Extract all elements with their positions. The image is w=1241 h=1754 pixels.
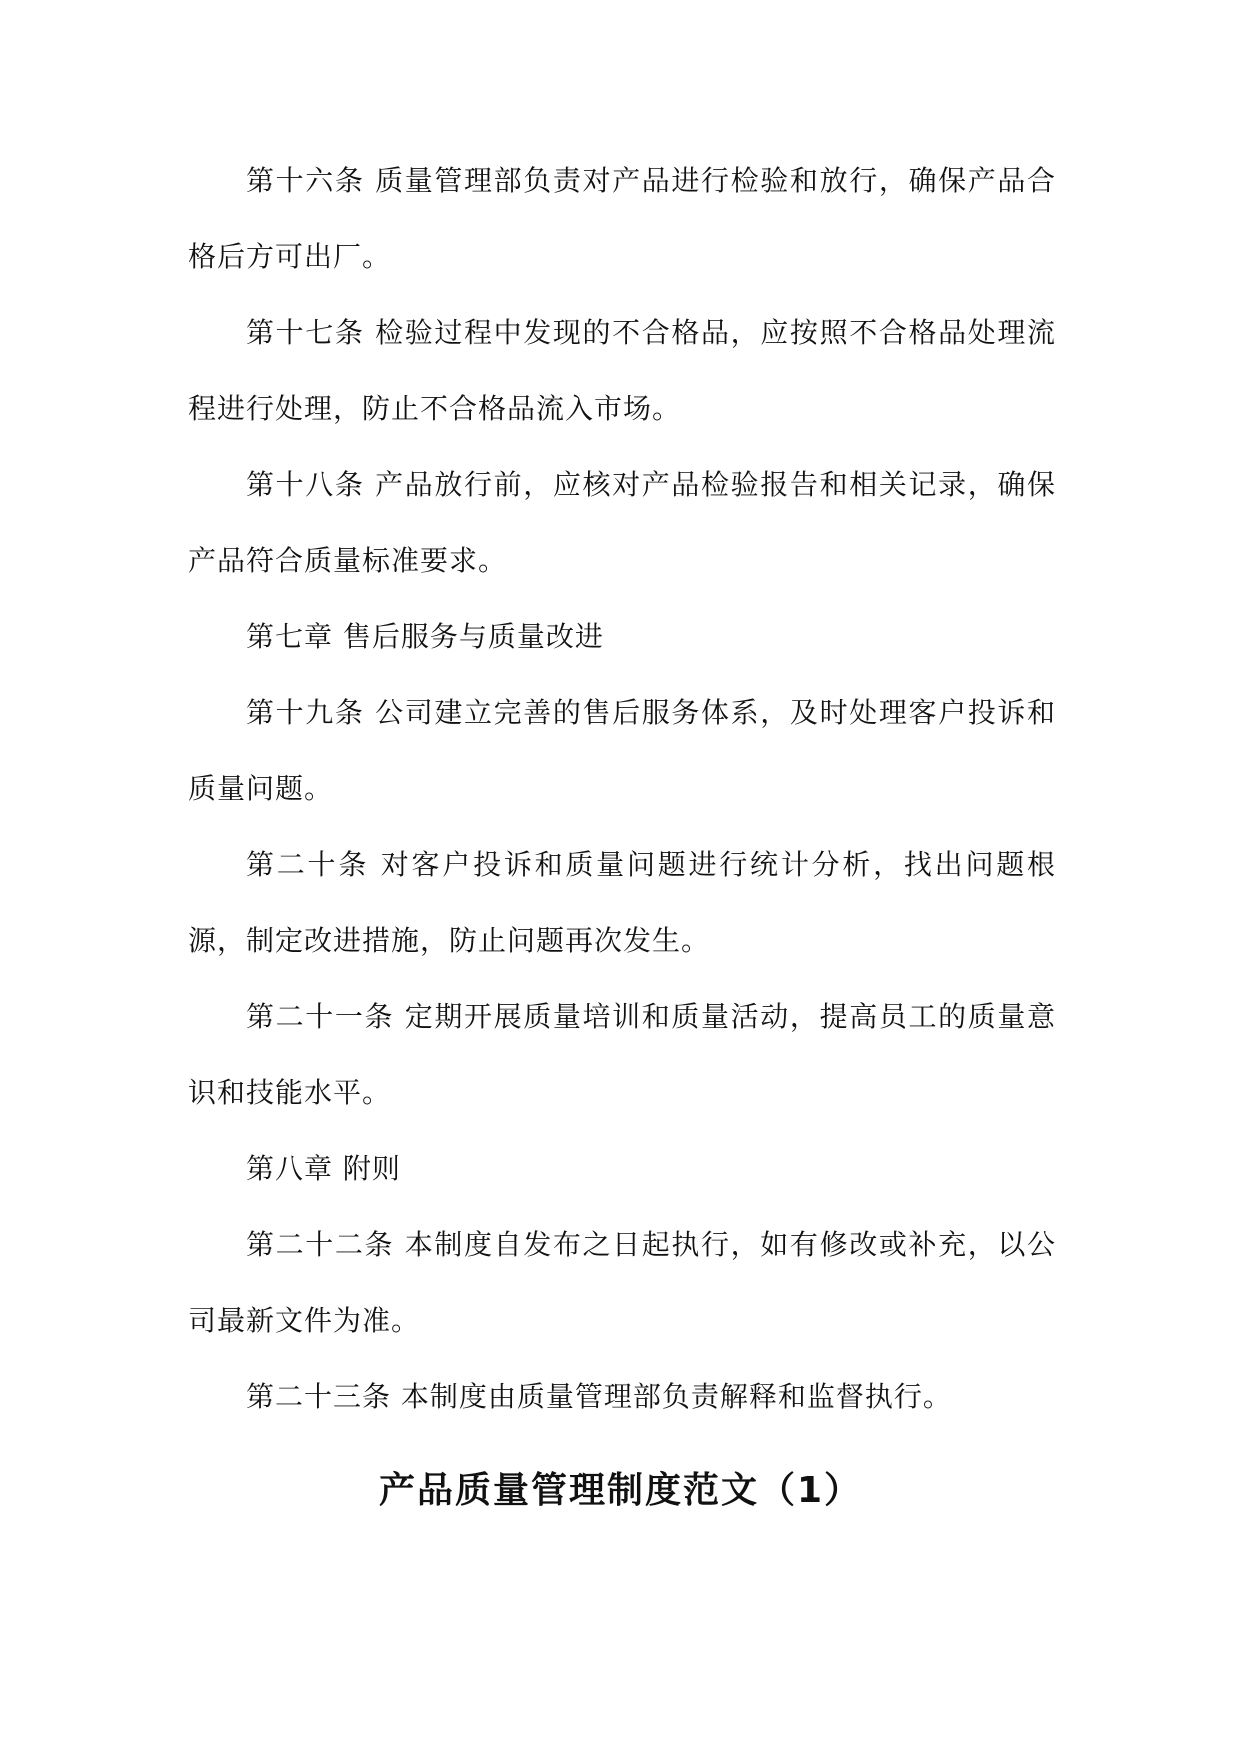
article-23: 第二十三条 本制度由质量管理部负责解释和监督执行。: [246, 1380, 952, 1413]
article-21: 第二十一条 定期开展质量培训和质量活动，提高员工的质量意识和技能水平。: [188, 1000, 1056, 1109]
chapter-7-heading: 第七章 售后服务与质量改进: [246, 620, 604, 653]
article-19: 第十九条 公司建立完善的售后服务体系，及时处理客户投诉和质量问题。: [188, 696, 1056, 805]
document-body: [188, 143, 1056, 1435]
article-20: 第二十条 对客户投诉和质量问题进行统计分析，找出问题根源，制定改进措施，防止问题再次发生。: [188, 848, 1056, 957]
document-title: 产品质量管理制度范文（1）: [378, 1470, 863, 1511]
chapter-8-heading: 第八章 附则: [246, 1152, 401, 1185]
article-17: 第十七条 检验过程中发现的不合格品，应按照不合格品处理流程进行处理，防止不合格品流入市场。: [188, 316, 1056, 425]
article-16: 第十六条 质量管理部负责对产品进行检验和放行，确保产品合格后方可出厂。: [188, 164, 1056, 273]
article-18: 第十八条 产品放行前，应核对产品检验报告和相关记录，确保产品符合质量标准要求。: [188, 468, 1056, 577]
article-22: 第二十二条 本制度自发布之日起执行，如有修改或补充，以公司最新文件为准。: [188, 1228, 1056, 1337]
